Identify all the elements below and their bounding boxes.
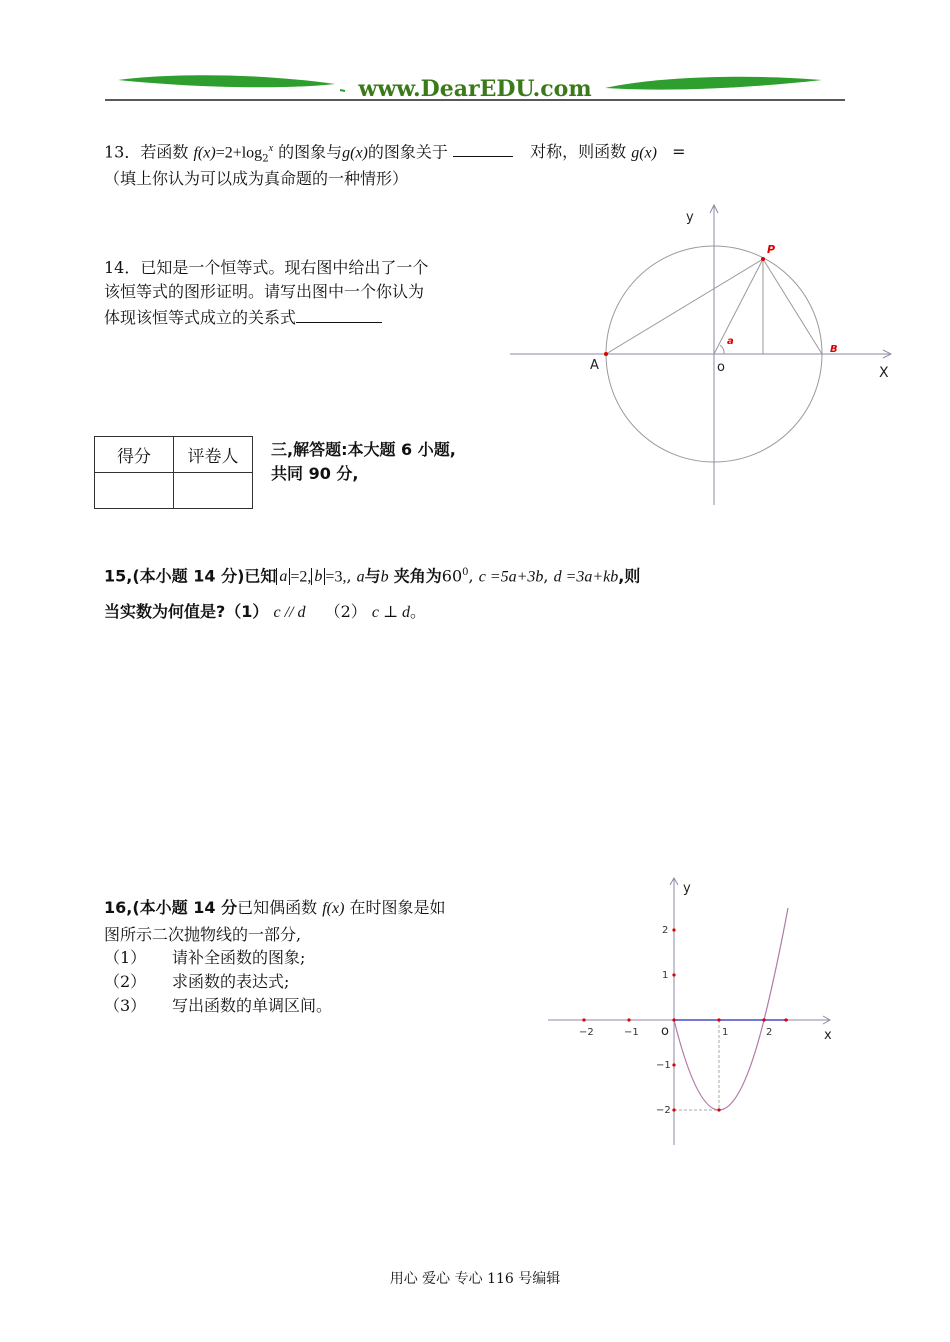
q15-abs-a: a [276, 568, 290, 585]
q14-line2: 该恒等式的图形证明。请写出图中一个你认为 [104, 282, 425, 301]
score-header: 得分 [95, 437, 174, 473]
q13-answer-blank[interactable] [453, 138, 513, 157]
q15-deg: 0 [462, 567, 469, 578]
q15-angle-val: 60 [441, 566, 463, 586]
q16-x-tick: 1 [722, 1027, 729, 1038]
grader-cell[interactable] [174, 473, 253, 509]
q15-b2: b [380, 568, 389, 586]
q15-line2 [104, 600, 426, 625]
q15-a2: a [356, 568, 365, 586]
q15-cond1: c // d [273, 604, 306, 621]
q14-line3 [104, 304, 382, 330]
q14-answer-blank[interactable] [296, 304, 382, 323]
page-header [100, 66, 850, 106]
q13-equals: = [672, 142, 686, 162]
q14-line1: 14．已知是一个恒等式。现右图中给出了一个 [104, 258, 429, 277]
q15-abs-b: b [311, 568, 325, 585]
q13-eq: =2+log [215, 144, 263, 162]
q13-middle: 的图象与 [278, 142, 343, 162]
q16-parabola-figure [540, 870, 850, 1160]
q14-segment-ap [606, 259, 763, 354]
q16-x-label: x [824, 1028, 832, 1043]
q14-circle-figure [505, 200, 905, 510]
q13-after: 的图象关于 [367, 142, 448, 162]
q16-line2: 图所示二次抛物线的一部分, [104, 925, 302, 944]
q13-line2: （填上你认为可以成为真命题的一种情形） [104, 169, 409, 188]
q14-label-p: P [767, 243, 776, 256]
q16-x-tick: −1 [624, 1027, 639, 1038]
q14-point-a [604, 352, 608, 356]
header-logo [100, 66, 850, 106]
section3-line2: 共同 90 分, [271, 464, 359, 483]
q15-eq3: =3, [325, 568, 347, 586]
q16-y-tick: 2 [662, 925, 669, 936]
q14-segment-pb [763, 259, 822, 354]
q15-sep: , [468, 566, 474, 586]
q15-line1: 15,(本小题 14 分)已知 a =2, b =3,, a与b 夹角为$60^0$, c =5a+3b, d =3a+kb,则 [104, 566, 641, 586]
q15-comma: , [346, 566, 352, 586]
q15-cond2: c ⊥ d [371, 604, 411, 621]
q14-line3-text: 体现该恒等式成立的关系式 [104, 308, 297, 327]
q16-y-tick: 1 [662, 970, 669, 981]
q14-point-p [761, 257, 765, 261]
page-footer: 用心 爱心 专心 116 号编辑 [389, 1271, 561, 1287]
q15-end: 。 [410, 602, 427, 621]
q16-item: （2） 求函数的表达式; [104, 972, 290, 991]
q14-angle-label: a [727, 336, 734, 347]
q14-y-label: y [686, 210, 694, 225]
q15-yu: 与 [364, 566, 381, 586]
q16-suffix: 在时图象是如 [349, 898, 446, 917]
q16-parabola-curve [674, 908, 788, 1110]
score-cell[interactable] [95, 473, 174, 509]
q16-y-tick: −1 [656, 1060, 671, 1071]
q15-c-expr: c =5a+3b [478, 568, 544, 586]
q16-origin-label: o [661, 1024, 669, 1039]
q15-eq2: =2, [290, 568, 312, 586]
q16-fx: f(x) [322, 900, 345, 917]
q15-d-expr: d =3a+kb [553, 568, 619, 586]
q16-mid: 已知偶函数 [237, 898, 318, 917]
q14-origin-label: o [717, 360, 725, 375]
q16-item: （3） 写出函数的单调区间。 [104, 996, 333, 1015]
q16-item-list [104, 946, 332, 1018]
q15-line2-prefix: 当实数为何值是?（1） [104, 602, 269, 621]
header-logo-text: www.DearEDU.com [358, 76, 592, 102]
q13-gx: g(x) [342, 144, 368, 162]
q14-x-label: X [879, 365, 889, 381]
q15-prefix: 15,(本小题 14 分)已知 [104, 566, 277, 586]
q15-mid: （2） [324, 602, 367, 621]
q14-label-b: B [830, 344, 838, 355]
q16-y-label: y [683, 881, 691, 896]
q13-fx: f(x) [193, 144, 216, 162]
q16-x-tick: 2 [766, 1027, 773, 1038]
q14-label-a: A [590, 358, 599, 373]
score-table [94, 436, 253, 509]
q13-gx2: g(x) [631, 144, 657, 162]
q15-angle-text: 夹角为 [393, 566, 442, 586]
q16-item: （1） 请补全函数的图象; [104, 948, 306, 967]
q16-y-tick: −2 [656, 1105, 671, 1116]
q13-intro: 若函数 [140, 142, 189, 162]
q13-after2: 对称，则函数 [530, 142, 627, 162]
q16-line1 [104, 896, 446, 921]
q16-x-tick: −2 [579, 1027, 594, 1038]
q13-log-base: 2 [262, 153, 269, 165]
grader-header: 评卷人 [174, 437, 253, 473]
section3-line1: 三,解答题:本大题 6 小题, [271, 440, 456, 459]
q16-prefix: 16,(本小题 14 分 [104, 898, 238, 917]
q15-tail: ,则 [618, 566, 641, 586]
q13-number: 13． [104, 142, 141, 162]
q13-log-arg: x [268, 143, 274, 154]
